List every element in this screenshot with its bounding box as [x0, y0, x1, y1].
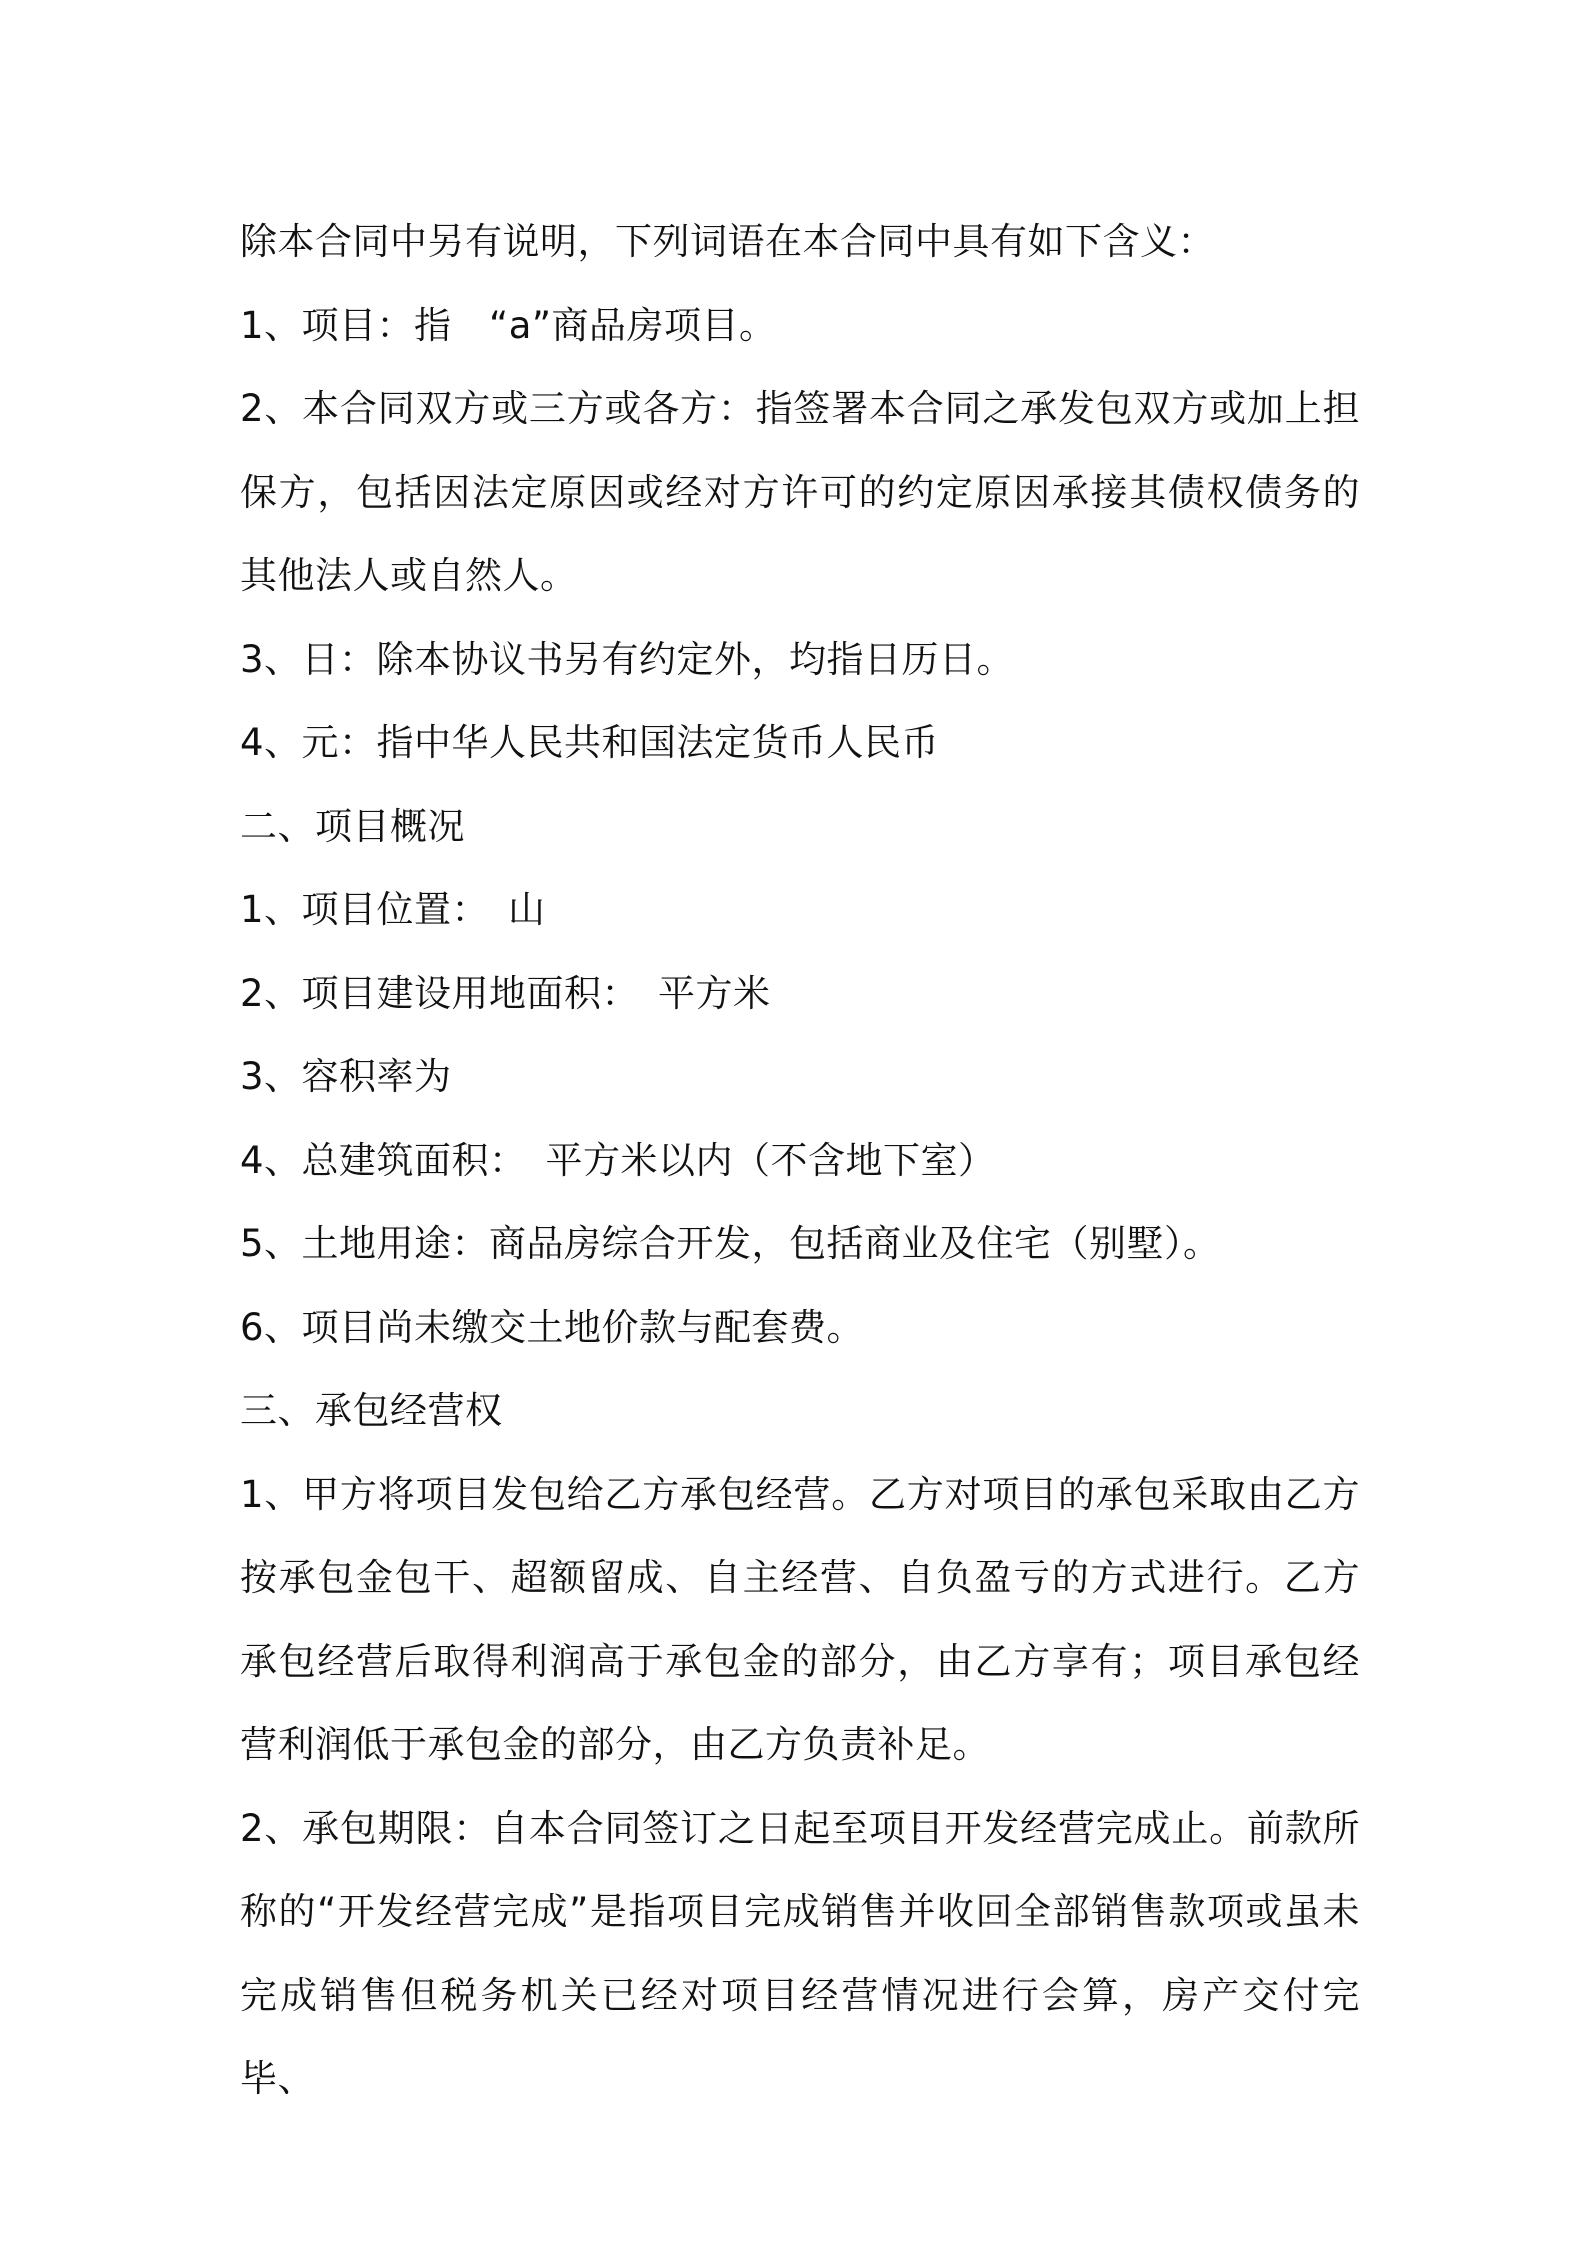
section-heading-project-overview: 二、项目概况 [240, 804, 465, 848]
overview-plot-ratio: 3、容积率为 [240, 1055, 452, 1098]
definition-parties: 2、本合同双方或三方或各方：指签署本合同之承发包双方或加上担保方，包括因法定原因或经对方许可的约定原因承接其债权债务的其他法人或自然人。 [240, 387, 1360, 597]
overview-total-floor-area: 4、总建筑面积： 平方米以内（不含地下室） [240, 1138, 996, 1182]
definition-day: 3、日：除本协议书另有约定外，均指日历日。 [240, 637, 1015, 681]
contracting-clause-2: 2、承包期限：自本合同签订之日起至项目开发经营完成止。前款所称的“开发经营完成”是指项目完成销售并收回全部销售款项或虽未完成销售但税务机关已经对项目经营情况进行会算，房产交付完毕、 [240, 1806, 1360, 2100]
contracting-clause-1: 1、甲方将项目发包给乙方承包经营。乙方对项目的承包采取由乙方按承包金包干、超额留成、自主经营、自负盈亏的方式进行。乙方承包经营后取得利润高于承包金的部分，由乙方享有；项目承包经营利润低于承包金的部分，由乙方负责补足。 [240, 1472, 1360, 1766]
definition-yuan: 4、元：指中华人民共和国法定货币人民币 [240, 721, 940, 764]
overview-location: 1、项目位置： 山 [240, 888, 546, 931]
document-body [240, 200, 1360, 2121]
overview-land-fees: 6、项目尚未缴交土地价款与配套费。 [240, 1305, 865, 1349]
definitions-intro: 除本合同中另有说明，下列词语在本合同中具有如下含义： [240, 220, 1215, 263]
definition-project: 1、项目：指 “a”商品房项目。 [240, 303, 777, 347]
overview-land-use: 5、土地用途：商品房综合开发，包括商业及住宅（别墅）。 [240, 1222, 1221, 1265]
overview-land-area: 2、项目建设用地面积： 平方米 [240, 971, 771, 1015]
section-heading-contracting-rights: 三、承包经营权 [240, 1389, 503, 1432]
